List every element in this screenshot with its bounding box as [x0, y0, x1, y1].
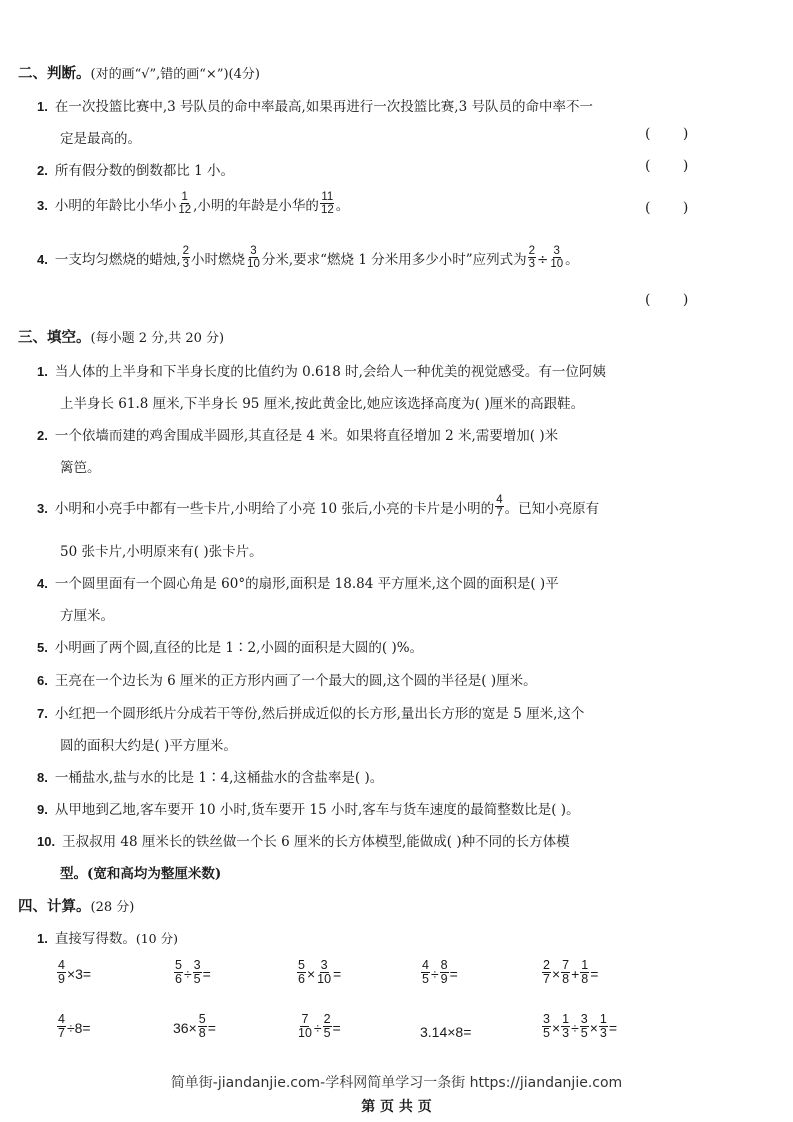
fill-item-4: 4. 一个圆里面有一个圆心角是 60°的扇形,面积是 18.84 平方厘米,这个圆的面积是( )平 — [37, 576, 559, 592]
judge-item-3: 3. 小明的年龄比小华小 $\frac{1}{12}$ ,小明的年龄是小华的 $\frac{11}{12}$ 。 — [37, 191, 350, 216]
fill-item-5: 5. 小明画了两个圆,直径的比是 1∶2,小圆的面积是大圆的( )%。 — [37, 640, 424, 656]
fill-item-2: 2. 一个依墙而建的鸡舍围成半圆形,其直径是 4 米。如果将直径增加 2 米,需要增加( )米 — [37, 428, 559, 444]
section-3-title — [18, 326, 224, 347]
section-4-heading: 四、计算。 — [18, 898, 91, 915]
judge-item-1-cont: 定是最高的。 — [60, 131, 141, 147]
fill-item-2-cont: 篱笆。 — [60, 460, 101, 476]
fill-item-4-cont: 方厘米。 — [60, 608, 114, 624]
judge-item-2: 2. 所有假分数的倒数都比 1 小。 — [37, 163, 235, 179]
fill-item-3: 3. 小明和小亮手中都有一些卡片,小明给了小亮 10 张后,小亮的卡片是小明的 $\frac{4}{7}$ 。已知小亮原有 — [37, 494, 600, 519]
answer-paren[interactable]: ( ) — [645, 158, 703, 174]
section-3-heading: 三、填空。 — [18, 329, 91, 346]
calc-item: $\frac{5}{6}$ ÷ $\frac{3}{5}$ = — [175, 958, 211, 986]
section-4-note: (28 分) — [90, 900, 135, 915]
calc-item: $\frac{5}{6}$ × $\frac{3}{10}$ = — [298, 958, 342, 986]
section-2-heading: 二、判断。 — [18, 65, 91, 82]
fill-item-1: 1. 当人体的上半身和下半身长度的比值约为 0.618 时,会给人一种优美的视觉感受。有一位阿姨 — [37, 364, 606, 380]
section-2-title — [18, 62, 260, 83]
section-3-note: (每小题 2 分,共 20 分) — [90, 331, 225, 346]
fill-item-10-cont: 型。(宽和高均为整厘米数) — [60, 866, 222, 882]
calc-item: $\frac{2}{7}$ × $\frac{7}{8}$ + $\frac{1}{8}$ = — [543, 958, 599, 986]
fill-item-3-cont: 50 张卡片,小明原来有( )张卡片。 — [60, 544, 263, 560]
fill-item-8: 8. 一桶盐水,盐与水的比是 1∶4,这桶盐水的含盐率是( )。 — [37, 770, 384, 786]
fill-item-1-cont: 上半身长 61.8 厘米,下半身长 95 厘米,按此黄金比,她应该选择高度为( )厘米的高跟鞋。 — [60, 396, 585, 412]
answer-paren[interactable]: ( ) — [645, 292, 703, 308]
fill-item-7-cont: 圆的面积大约是( )平方厘米。 — [60, 738, 237, 754]
calc-item: $\frac{3}{5}$ × $\frac{1}{3}$ ÷ $\frac{3}{5}$ × $\frac{1}{3}$ = — [543, 1012, 618, 1040]
fraction: $\frac{3}{10}$ — [550, 245, 564, 270]
judge-item-1: 1. 在一次投篮比赛中,3 号队员的命中率最高,如果再进行一次投篮比赛,3 号队员的命中率不一 — [37, 99, 593, 115]
fill-item-10: 10. 王叔叔用 48 厘米长的铁丝做一个长 6 厘米的长方体模型,能做成( )种不同的长方体模 — [37, 834, 570, 850]
footer-watermark: 简单街-jiandanjie.com-学科网简单学习一条街 https://jiandanjie.com — [170, 1075, 623, 1091]
page-number: 第 页 共 页 — [361, 1099, 432, 1115]
calc-item: $\frac{7}{10}$ ÷ $\frac{2}{5}$ = — [298, 1012, 341, 1040]
calc-item: $\frac{4}{5}$ ÷ $\frac{8}{9}$ = — [422, 958, 458, 986]
fill-item-7: 7. 小红把一个圆形纸片分成若干等份,然后拼成近似的长方形,量出长方形的宽是 5 厘米,这个 — [37, 706, 585, 722]
judge-item-4: 4. 一支均匀燃烧的蜡烛, $\frac{2}{3}$ 小时燃烧 $\frac{3}{10}$ 分米,要求“燃烧 1 分米用多少小时”应列式为 $\frac{2}{3}$ ÷ $\frac{3}{10}$ 。 — [37, 245, 579, 270]
calc-subtitle: 1. 直接写得数。(10 分) — [37, 931, 178, 947]
fill-item-9: 9. 从甲地到乙地,客车要开 10 小时,货车要开 15 小时,客车与货车速度的最简整数比是( )。 — [37, 802, 580, 818]
calc-item: 3.14×8= — [420, 1024, 472, 1040]
section-2-note: (对的画“√”,错的画“×”)(4分) — [90, 67, 260, 82]
calc-item: $\frac{4}{7}$ ÷8= — [58, 1012, 91, 1040]
answer-paren[interactable]: ( ) — [645, 126, 703, 142]
section-4-title — [18, 895, 134, 916]
calc-item: 36× $\frac{5}{8}$ = — [173, 1012, 216, 1040]
calc-item: $\frac{4}{9}$ ×3= — [58, 958, 92, 986]
fraction: $\frac{11}{12}$ — [320, 191, 334, 216]
fraction: $\frac{1}{12}$ — [178, 191, 192, 216]
fill-item-6: 6. 王亮在一个边长为 6 厘米的正方形内画了一个最大的圆,这个圆的半径是( )厘米。 — [37, 673, 537, 689]
answer-paren[interactable]: ( ) — [645, 200, 703, 216]
fraction: $\frac{2}{3}$ — [182, 245, 190, 270]
fraction: $\frac{4}{7}$ — [496, 494, 503, 519]
fraction: $\frac{3}{10}$ — [247, 245, 260, 270]
fraction: $\frac{2}{3}$ — [528, 245, 536, 270]
